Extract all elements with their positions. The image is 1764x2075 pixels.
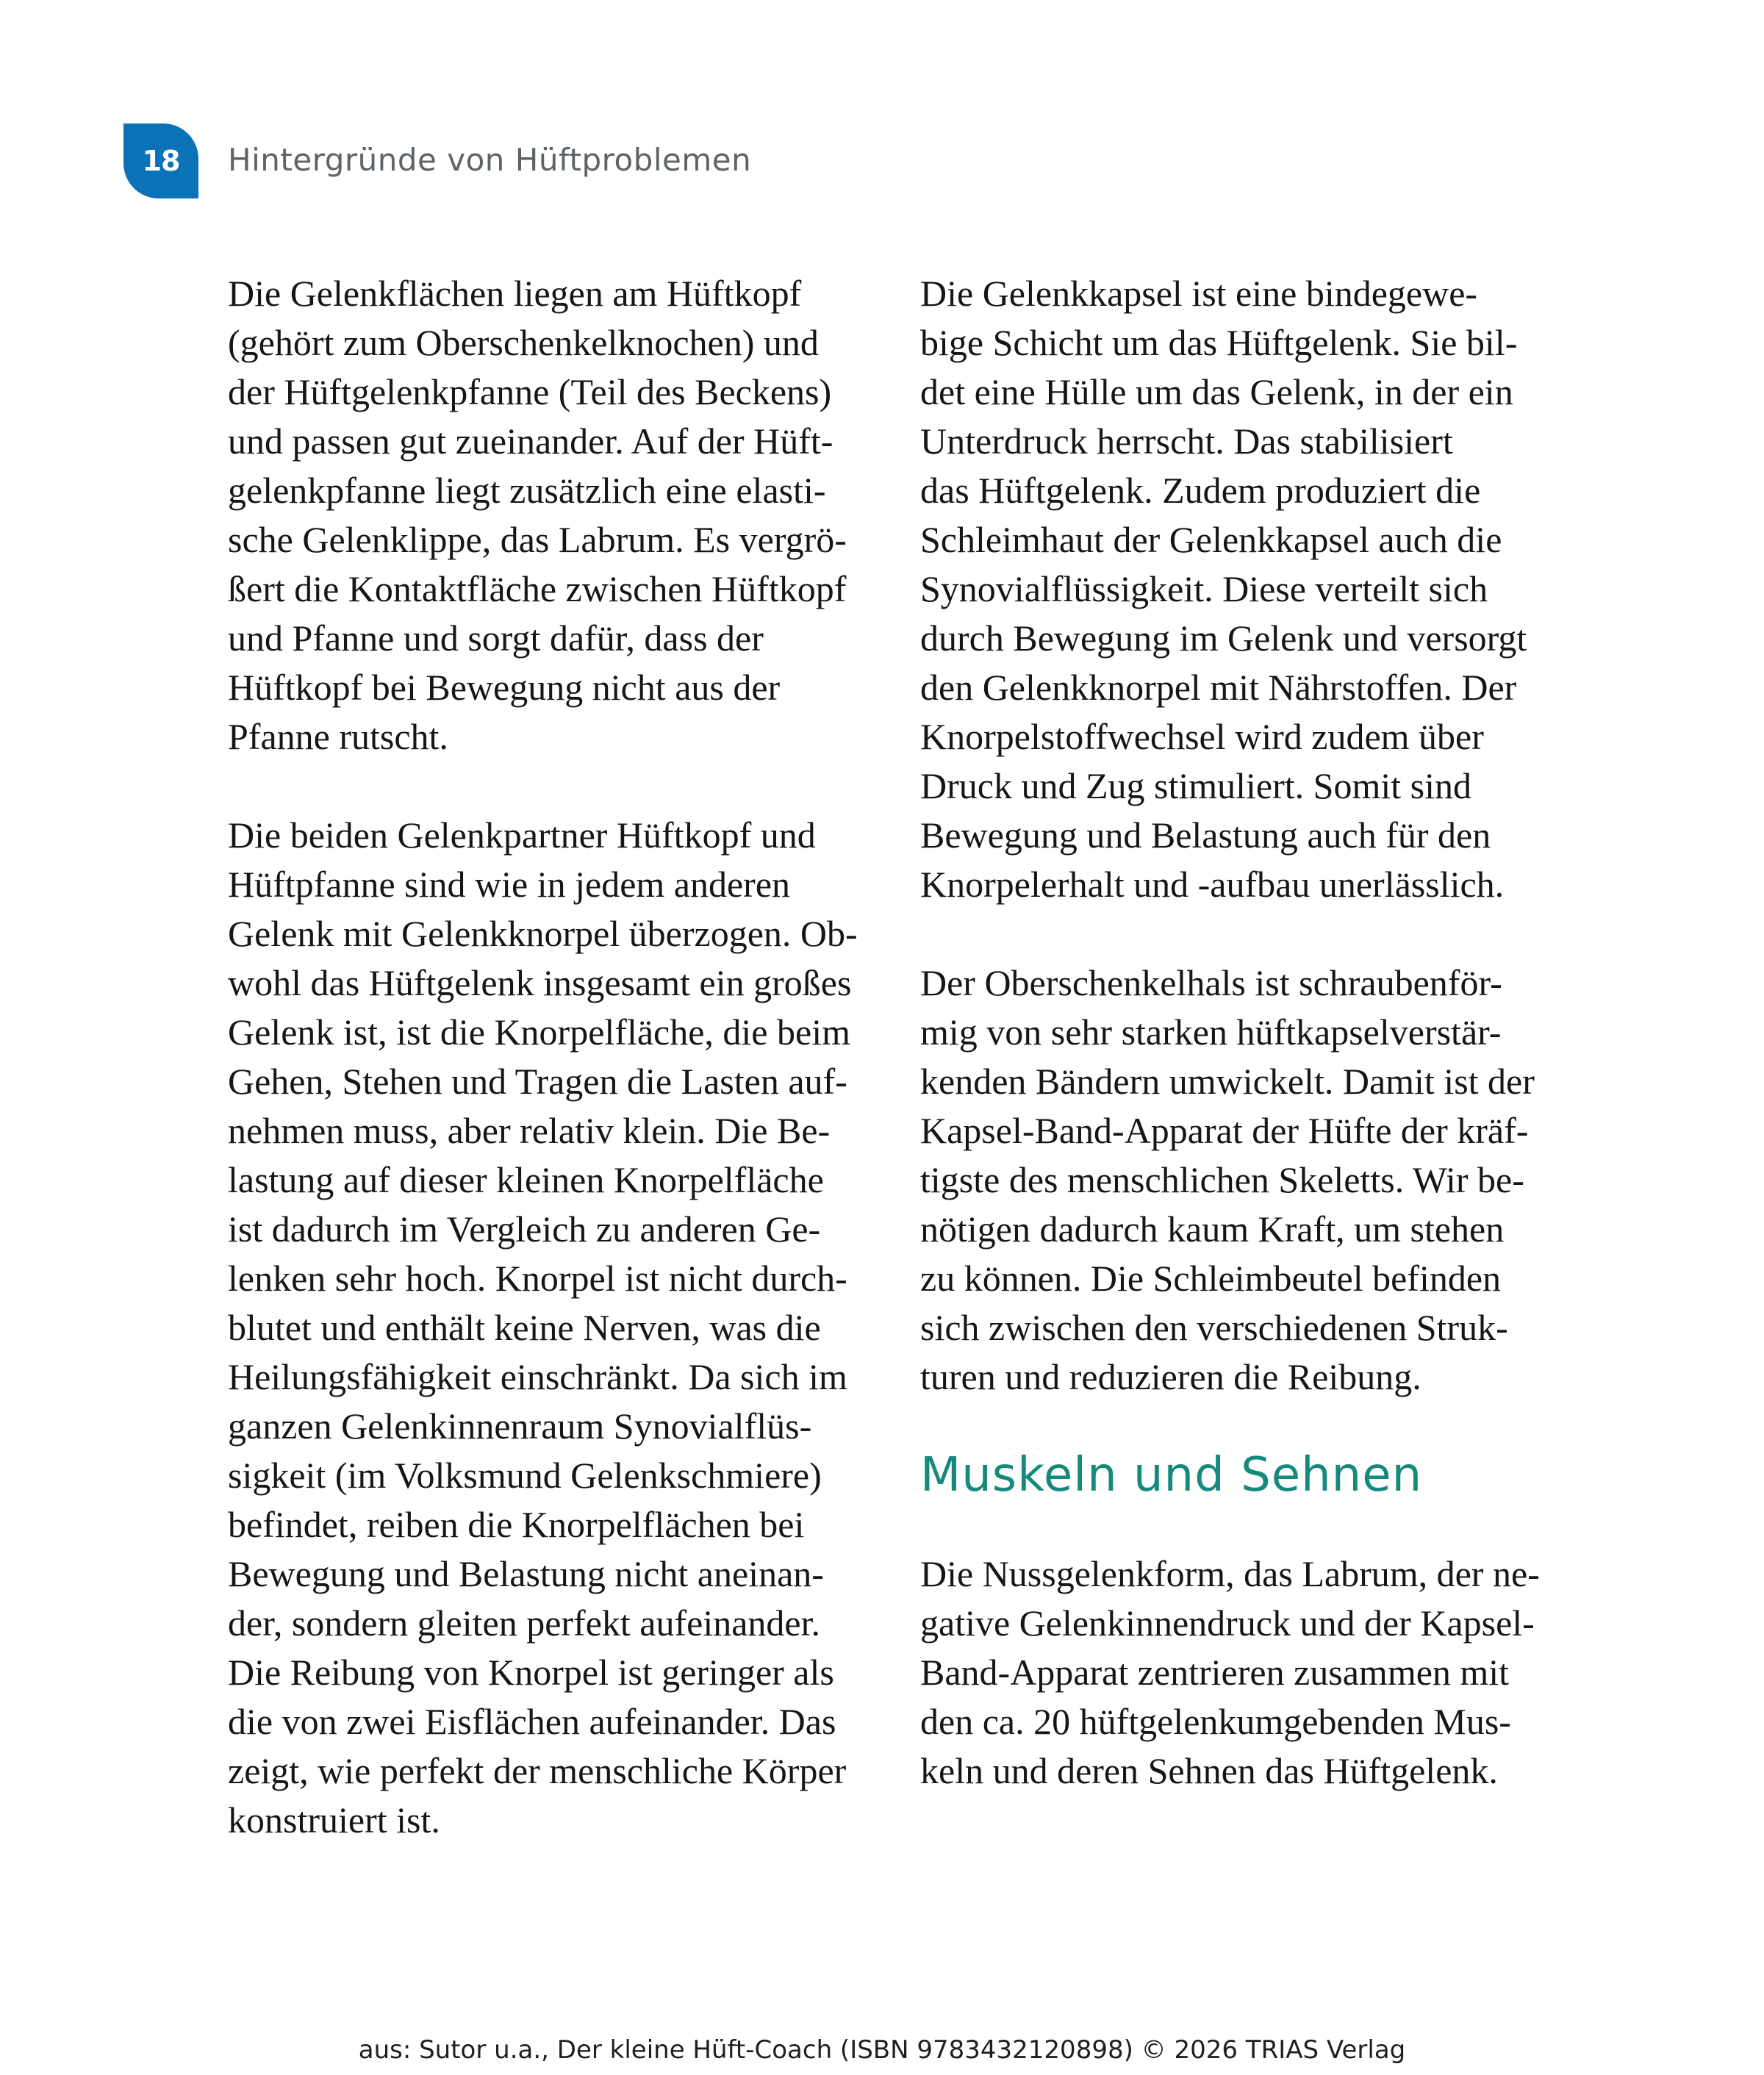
right-column	[920, 269, 1567, 1845]
text-line: nötigen dadurch kaum Kraft, um stehen	[920, 1208, 1505, 1250]
text-line: der Hüftgelenkpfanne (Teil des Beckens)	[228, 371, 832, 412]
text-line: Gelenk mit Gelenkknorpel überzogen. Ob-	[228, 913, 858, 954]
text-line: Band-Apparat zentrieren zusammen mit	[920, 1652, 1510, 1693]
text-line: sche Gelenklippe, das Labrum. Es vergrö-	[228, 519, 847, 560]
text-line: wohl das Hüftgelenk insgesamt ein großes	[228, 962, 852, 1003]
text-line: kenden Bändern umwickelt. Damit ist der	[920, 1061, 1535, 1102]
text-line: Hüftkopf bei Bewegung nicht aus der	[228, 667, 781, 708]
text-line: keln und deren Sehnen das Hüftgelenk.	[920, 1750, 1498, 1791]
text-line: Die Gelenkkapsel ist eine bindegewe-	[920, 273, 1478, 314]
text-line: tigste des menschlichen Skeletts. Wir be-	[920, 1159, 1524, 1200]
paragraph	[920, 269, 1567, 909]
page-number-badge	[123, 123, 198, 198]
text-line: Die Reibung von Knorpel ist geringer als	[228, 1652, 834, 1693]
text-line: Pfanne rutscht.	[228, 716, 448, 757]
text-line: gative Gelenkinnendruck und der Kapsel-	[920, 1602, 1535, 1644]
text-line: (gehört zum Oberschenkelknochen) und	[228, 322, 819, 363]
text-line: bige Schicht um das Hüftgelenk. Sie bil-	[920, 322, 1518, 363]
text-line: lastung auf dieser kleinen Knorpelfläche	[228, 1159, 824, 1200]
text-line: konstruiert ist.	[228, 1799, 440, 1841]
text-line: den ca. 20 hüftgelenkumgebenden Mus-	[920, 1701, 1511, 1742]
text-line: Der Oberschenkelhals ist schraubenför-	[920, 962, 1502, 1003]
text-line: Kapsel-Band-Apparat der Hüfte der kräf-	[920, 1110, 1529, 1151]
text-line: die von zwei Eisflächen aufeinander. Das	[228, 1701, 836, 1742]
text-line: sich zwischen den verschiedenen Struk-	[920, 1307, 1508, 1348]
text-line: Knorpelstoffwechsel wird zudem über	[920, 716, 1484, 757]
page-number: 18	[142, 145, 180, 177]
text-line: ßert die Kontaktfläche zwischen Hüftkopf	[228, 568, 847, 609]
text-line: nehmen muss, aber relativ klein. Die Be-	[228, 1110, 831, 1151]
text-line: zu können. Die Schleimbeutel befinden	[920, 1258, 1502, 1299]
text-line: Bewegung und Belastung auch für den	[920, 814, 1491, 856]
text-line: lenken sehr hoch. Knorpel ist nicht durch-	[228, 1258, 847, 1299]
footer-citation: aus: Sutor u.a., Der kleine Hüft-Coach (ISBN 9783432120898) © 2026 TRIAS Verlag	[358, 2035, 1406, 2065]
text-line: den Gelenkknorpel mit Nährstoffen. Der	[920, 667, 1517, 708]
text-line: Druck und Zug stimuliert. Somit sind	[920, 765, 1471, 806]
text-line: befindet, reiben die Knorpelflächen bei	[228, 1504, 805, 1545]
text-line: Gehen, Stehen und Tragen die Lasten auf-	[228, 1061, 847, 1102]
text-line: der, sondern gleiten perfekt aufeinander.	[228, 1602, 820, 1644]
text-line: Schleimhaut der Gelenkkapsel auch die	[920, 519, 1502, 560]
text-line: ist dadurch im Vergleich zu anderen Ge-	[228, 1208, 821, 1250]
section-heading: Muskeln und Sehnen	[920, 1448, 1423, 1502]
text-line: Knorpelerhalt und -aufbau unerlässlich.	[920, 864, 1505, 905]
text-line: Die beiden Gelenkpartner Hüftkopf und	[228, 814, 816, 856]
text-line: blutet und enthält keine Nerven, was die	[228, 1307, 821, 1348]
text-line: turen und reduzieren die Reibung.	[920, 1356, 1421, 1397]
text-line: und passen gut zueinander. Auf der Hüft-	[228, 420, 833, 462]
text-line: Die Nussgelenkform, das Labrum, der ne-	[920, 1553, 1540, 1594]
paragraph	[228, 269, 875, 761]
text-line: Hüftpfanne sind wie in jedem anderen	[228, 864, 791, 905]
paragraph	[228, 811, 875, 1845]
text-line: sigkeit (im Volksmund Gelenkschmiere)	[228, 1455, 822, 1496]
text-line: ganzen Gelenkinnenraum Synovialflüs-	[228, 1405, 812, 1447]
text-line: und Pfanne und sorgt dafür, dass der	[228, 617, 764, 659]
text-line: Bewegung und Belastung nicht aneinan-	[228, 1553, 824, 1594]
text-line: durch Bewegung im Gelenk und versorgt	[920, 617, 1527, 659]
text-line: Die Gelenkflächen liegen am Hüftkopf	[228, 273, 802, 314]
text-line: det eine Hülle um das Gelenk, in der ein	[920, 371, 1513, 412]
text-line: das Hüftgelenk. Zudem produziert die	[920, 470, 1481, 511]
text-line: zeigt, wie perfekt der menschliche Körper	[228, 1750, 847, 1791]
text-line: Heilungsfähigkeit einschränkt. Da sich im	[228, 1356, 847, 1397]
paragraph	[920, 1549, 1567, 1796]
paragraph	[920, 958, 1567, 1402]
text-line: Synovialflüssigkeit. Diese verteilt sich	[920, 568, 1488, 609]
text-line: mig von sehr starken hüftkapselverstär-	[920, 1011, 1502, 1053]
running-title: Hintergründe von Hüftproblemen	[228, 142, 752, 178]
text-line: Gelenk ist, ist die Knorpelfläche, die beim	[228, 1011, 850, 1053]
text-line: Unterdruck herrscht. Das stabilisiert	[920, 420, 1453, 462]
text-line: gelenkpfanne liegt zusätzlich eine elasti-	[228, 470, 826, 511]
left-column	[228, 269, 875, 1894]
